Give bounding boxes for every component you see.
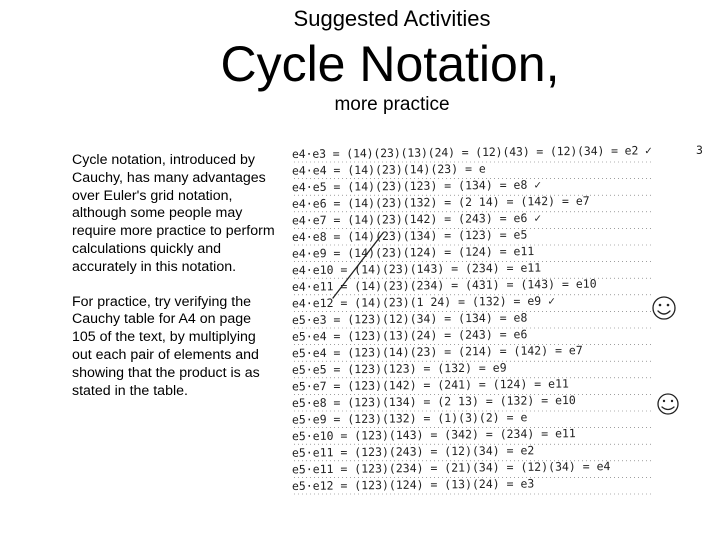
slide-title: Cycle Notation, <box>220 36 560 92</box>
handwritten-equation: e5·e8 = (123)(134) = (2 13) = (132) = e10 <box>291 393 576 410</box>
slide-subtitle: more practice <box>334 94 450 115</box>
handwritten-equation: e4·e8 = (14)(23)(134) = (123) = e5 <box>291 227 528 244</box>
handwritten-equation: e4·e6 = (14)(23)(132) = (2 14) = (142) = e7 <box>291 193 590 211</box>
handwritten-equation: e5·e5 = (123)(123) = (132) = e9 <box>291 360 507 377</box>
handwritten-equation: e5·e4 = (123)(14)(23) = (214) = (142) = e7 <box>291 343 583 361</box>
corner-mark: 3 <box>696 143 703 157</box>
handwritten-equation: e4·e5 = (14)(23)(123) = (134) = e8 ✓ <box>291 177 542 195</box>
handwritten-equation: e4·e7 = (14)(23)(142) = (243) = e6 ✓ <box>291 210 542 228</box>
smiley-face-icon <box>653 297 675 319</box>
handwritten-equation: e5·e11 = (123)(234) = (21)(34) = (12)(34) = e4 <box>291 459 611 477</box>
handwritten-equation: e5·e3 = (123)(12)(34) = (134) = e8 <box>291 310 528 327</box>
handwritten-equation: e4·e10 = (14)(23)(143) = (234) = e11 <box>291 260 542 278</box>
handwritten-equation: e5·e12 = (123)(124) = (13)(24) = e3 <box>291 476 535 493</box>
handwritten-equation: e5·e10 = (123)(143) = (342) = (234) = e11 <box>291 426 576 444</box>
handwritten-equation: e5·e11 = (123)(243) = (12)(34) = e2 <box>291 443 535 460</box>
equation-lines <box>292 143 652 494</box>
handwritten-equation: e5·e9 = (123)(132) = (1)(3)(2) = e <box>291 410 528 427</box>
smiley-face-icon <box>658 394 678 414</box>
handwritten-equation: e5·e7 = (123)(142) = (241) = (124) = e11 <box>291 376 569 394</box>
handwritten-equation: e4·e4 = (14)(23)(14)(23) = e <box>291 161 486 178</box>
handwritten-equation: e5·e4 = (123)(13)(24) = (243) = e6 <box>291 327 528 344</box>
handwritten-equation: e4·e3 = (14)(23)(13)(24) = (12)(43) = (12)(34) = e2 ✓ <box>291 143 653 161</box>
handwritten-notes-drawing <box>288 138 716 498</box>
handwritten-equation: e4·e9 = (14)(23)(124) = (124) = e11 <box>291 244 535 261</box>
body-text <box>72 152 277 400</box>
slide-kicker: Suggested Activities <box>293 6 491 31</box>
paragraph-intro: Cycle notation, introduced by Cauchy, has many advantages over Euler's grid notation, although some people may require more practice to perform calculations quickly and accurately in this notation. <box>72 152 275 275</box>
handwritten-equation: e4·e11 = (14)(23)(234) = (431) = (143) = e10 <box>291 276 597 294</box>
paragraph-practice: For practice, try verifying the Cauchy table for A4 on page 105 of the text, by multiplying out each pair of elements and showing that the product is as stated in the table. <box>72 293 260 399</box>
handwritten-equation: e4·e12 = (14)(23)(1 24) = (132) = e9 ✓ <box>291 293 556 311</box>
handwritten-notes-image <box>288 138 716 498</box>
